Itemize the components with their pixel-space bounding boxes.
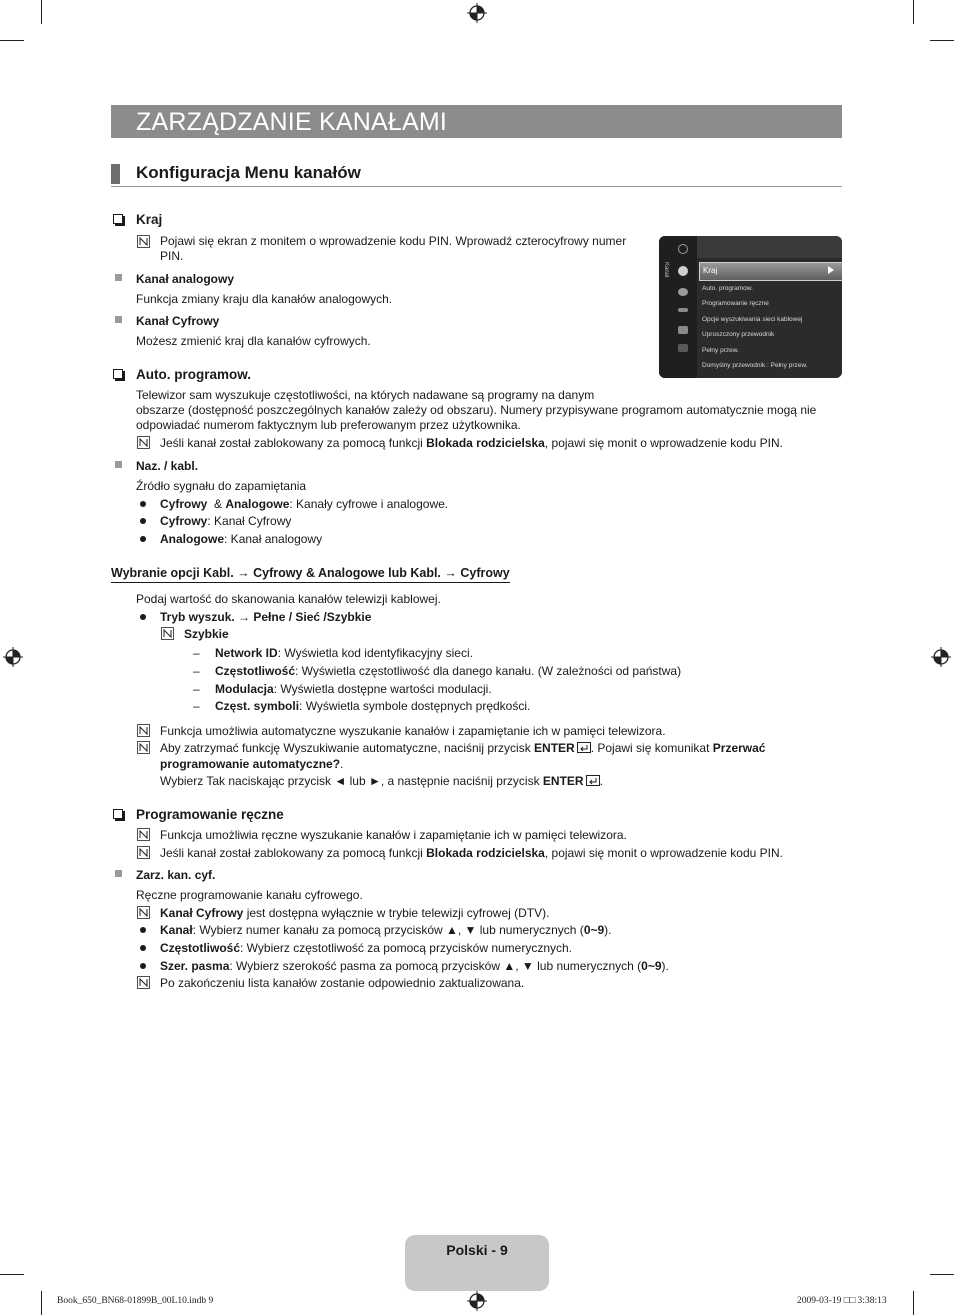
naz-option-2: Cyfrowy: Kanał Cyfrowy — [160, 514, 292, 528]
manual-note-2: Jeśli kanał został zablokowany za pomocą funkcji Blokada rodzicielska, pojawi się monit o wprowadzenie kodu PIN. — [160, 846, 783, 860]
setup-gear-icon — [678, 288, 688, 296]
tv-menu-top-strip — [697, 236, 842, 258]
crop-mark — [930, 40, 954, 41]
square-bullet-icon — [115, 870, 122, 877]
tv-menu-item[interactable]: Domyślny przewodnik : Pełny przew. — [702, 362, 808, 369]
section-title: Konfiguracja Menu kanałów — [136, 163, 361, 182]
square-bullet-icon — [115, 274, 122, 281]
registration-mark-icon — [931, 647, 951, 667]
analog-heading: Kanał analogowy — [136, 272, 235, 286]
crop-mark — [41, 1291, 42, 1315]
cable-frequency: Częstotliwość: Wyświetla częstotliwość dla danego kanału. (W zależności od państwa) — [215, 664, 682, 678]
zarz-heading: Zarz. kan. cyf. — [136, 868, 216, 882]
manual-note-1: Funkcja umożliwia ręczne wyszukanie kanałów i zapamiętanie ich w pamięci telewizora. — [160, 828, 627, 842]
naz-option-3: Analogowe: Kanał analogowy — [160, 532, 323, 546]
cable-modulation: Modulacja: Wyświetla dostępne wartości modulacji. — [215, 682, 492, 696]
note-icon — [137, 741, 150, 754]
dash-bullet: – — [193, 699, 200, 713]
section-marker — [111, 164, 120, 184]
manual-bandwidth: Szer. pasma: Wybierz szerokość pasma za pomocą przycisków ▲, ▼ lub numerycznych (0~9). — [160, 959, 669, 973]
footer-timestamp: 2009-03-19 □□ 3:38:13 — [797, 1296, 887, 1306]
note-icon — [137, 846, 150, 859]
square-bullet-icon — [115, 316, 122, 323]
manual-channel: Kanał: Wybierz numer kanału za pomocą przycisków ▲, ▼ lub numerycznych (0~9). — [160, 923, 612, 937]
dash-bullet: – — [193, 682, 200, 696]
checkbox-bullet-icon — [113, 214, 123, 224]
footer-file-info: Book_650_BN68-01899B_00L10.indb 9 — [57, 1296, 214, 1306]
auto-desc-3: odpowiadać numerom faktycznym lub preferowanym przez użytkownika. — [136, 418, 521, 432]
dash-bullet: – — [193, 646, 200, 660]
enter-key-icon — [586, 775, 600, 786]
dash-bullet: – — [193, 664, 200, 678]
picture-icon — [678, 244, 688, 254]
arrow-right-icon — [828, 266, 834, 274]
square-bullet-icon — [115, 461, 122, 468]
note-icon — [137, 235, 150, 248]
registration-mark-icon — [467, 1291, 487, 1311]
bullet-icon — [140, 963, 146, 969]
auto-desc-1: Telewizor sam wyszukuje częstotliwości, na których nadawane są programy na danym — [136, 388, 595, 402]
page-number: Polski - 9 — [446, 1242, 508, 1258]
crop-mark — [0, 1274, 24, 1275]
kraj-note: Pojawi się ekran z monitem o wprowadzenie kodu PIN. Wprowadź czterocyfrowy numer — [160, 234, 627, 248]
registration-mark-icon — [3, 647, 23, 667]
digital-desc: Możesz zmienić kraj dla kanałów cyfrowych. — [136, 334, 371, 348]
cable-heading: Wybranie opcji Kabl. → Cyfrowy & Analogowe lub Kabl. → Cyfrowy — [111, 565, 510, 583]
crop-mark — [913, 0, 914, 24]
cable-desc: Podaj wartość do skanowania kanałów telewizji kablowej. — [136, 592, 441, 606]
application-icon — [678, 326, 688, 334]
auto-heading: Auto. programow. — [136, 367, 251, 382]
tv-menu-selected-label: Kraj — [703, 266, 718, 275]
cable-note-3: Wybierz Tak naciskając przycisk ◄ lub ►, a następnie naciśnij przycisk ENTER . — [160, 774, 603, 788]
crop-mark — [930, 1274, 954, 1275]
note-icon — [137, 724, 150, 737]
auto-note: Jeśli kanał został zablokowany za pomocą funkcji Blokada rodzicielska, pojawi się monit o wprowadzenie kodu PIN. — [160, 436, 783, 450]
bullet-icon — [140, 927, 146, 933]
auto-desc-2: obszarze (dostępność poszczególnych kanałów zależy od obszaru). Numery przypisywane programom automatycznie mogą nie — [136, 403, 817, 417]
tv-menu-sidebar — [659, 236, 697, 378]
tv-menu-side-label: Kanał — [663, 262, 669, 278]
manual-frequency: Częstotliwość: Wybierz częstotliwość za pomocą przycisków numerycznych. — [160, 941, 573, 955]
cable-fast: Szybkie — [184, 627, 229, 641]
note-icon — [137, 976, 150, 989]
zarz-desc: Ręczne programowanie kanału cyfrowego. — [136, 888, 363, 902]
bullet-icon — [140, 518, 146, 524]
note-icon — [137, 828, 150, 841]
tv-menu-item[interactable]: Pełny przew. — [702, 347, 739, 354]
cable-mode: Tryb wyszuk. → Pełne / Sieć /Szybkie — [160, 610, 372, 624]
kraj-note-cont: PIN. — [160, 249, 184, 263]
channel-icon — [678, 266, 688, 276]
naz-heading: Naz. / kabl. — [136, 459, 199, 473]
crop-mark — [0, 40, 24, 41]
digital-heading: Kanał Cyfrowy — [136, 314, 220, 328]
kraj-heading: Kraj — [136, 212, 163, 227]
crop-mark — [41, 0, 42, 24]
registration-mark-icon — [467, 3, 487, 23]
checkbox-bullet-icon — [113, 809, 123, 819]
cable-network-id: Network ID: Wyświetla kod identyfikacyjny sieci. — [215, 646, 473, 660]
page-title: ZARZĄDZANIE KANAŁAMI — [136, 108, 447, 136]
bullet-icon — [140, 614, 146, 620]
cable-note-2-cont: programowanie automatyczne?. — [160, 757, 344, 771]
support-icon — [678, 344, 688, 352]
tv-menu-item[interactable]: Programowanie ręczne — [702, 300, 769, 307]
tv-menu-item[interactable]: Opcje wyszukiwania sieci kablowej — [702, 316, 803, 323]
tv-menu-item-kraj[interactable] — [699, 262, 842, 281]
bullet-icon — [140, 945, 146, 951]
manual-note-4: Po zakończeniu lista kanałów zostanie odpowiednio zaktualizowana. — [160, 976, 525, 990]
cable-symbol-rate: Częst. symboli: Wyświetla symbole dostępnych prędkości. — [215, 699, 531, 713]
note-icon — [137, 906, 150, 919]
tv-menu-item[interactable]: Uproszczony przewodnik — [702, 331, 775, 338]
manual-note-3: Kanał Cyfrowy jest dostępna wyłącznie w trybie telewizji cyfrowej (DTV). — [160, 906, 550, 920]
bullet-icon — [140, 536, 146, 542]
page-number-box — [405, 1235, 549, 1291]
analog-desc: Funkcja zmiany kraju dla kanałów analogowych. — [136, 292, 393, 306]
checkbox-bullet-icon — [113, 369, 123, 379]
crop-mark — [913, 1291, 914, 1315]
page-title-bar — [111, 105, 842, 138]
bullet-icon — [140, 501, 146, 507]
naz-option-1: Cyfrowy & Analogowe: Kanały cyfrowe i analogowe. — [160, 497, 449, 511]
manual-heading: Programowanie ręczne — [136, 807, 284, 822]
note-icon — [137, 436, 150, 449]
cable-note-2: Aby zatrzymać funkcję Wyszukiwanie automatyczne, naciśnij przycisk ENTER . Pojawi się komunikat Przerwać — [160, 741, 766, 755]
tv-menu-screenshot — [659, 236, 842, 378]
input-icon — [678, 308, 688, 312]
naz-desc: Źródło sygnału do zapamiętania — [136, 479, 307, 493]
section-divider — [111, 186, 842, 187]
cable-note-1: Funkcja umożliwia automatyczne wyszukanie kanałów i zapamiętanie ich w pamięci telewizora. — [160, 724, 666, 738]
enter-key-icon — [577, 742, 591, 753]
note-icon — [161, 627, 174, 640]
tv-menu-item[interactable]: Auto. programow. — [702, 285, 753, 292]
